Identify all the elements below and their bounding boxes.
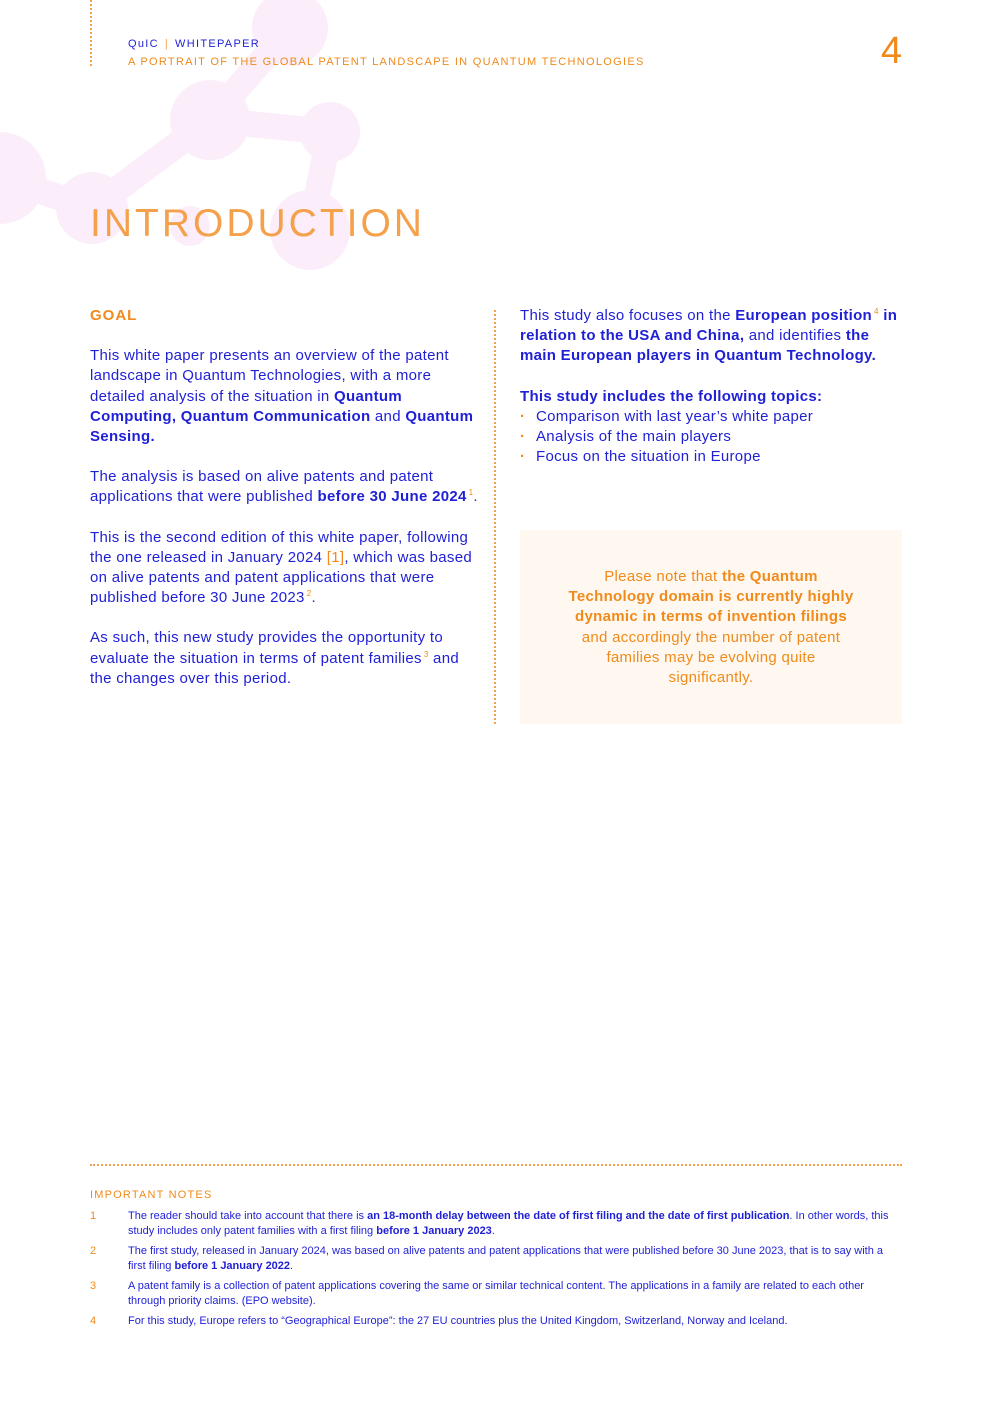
footnote-text: A patent family is a collection of patent applications covering the same or similar technical content. The applications in a family are related to each other through priority claims. (EPO website). bbox=[128, 1280, 864, 1307]
notes-divider bbox=[90, 1164, 902, 1166]
callout-text: Please note that the Quantum Technology domain is currently highly dynamic in terms of invention filings and accordingly the number of patent families may be evolving quite significantly. bbox=[568, 568, 854, 687]
footnote-ref-2[interactable]: 2 bbox=[306, 589, 312, 599]
footnote-number: 3 bbox=[90, 1280, 97, 1292]
header-separator: | bbox=[164, 38, 170, 50]
footnote-text: The first study, released in January 2024, was based on alive patents and patent applications that were published before 30 June 2023, that is to say with a first filing before 1 January 2022. bbox=[128, 1245, 883, 1272]
footnote-ref-3[interactable]: 3 bbox=[423, 649, 429, 659]
goal-paragraph-3: This is the second edition of this white paper, following the one released in January 2024 [1], which was based on alive patents and patent applications that were published before 30 June 2023 $^2$. bbox=[90, 528, 472, 607]
focus-paragraph: This study also focuses on the European position $^4$ in relation to the USA and China, and identifies the main European players in Quantum Technology. bbox=[520, 307, 898, 365]
goal-paragraph-2: The analysis is based on alive patents and patent applications that were published before 30 June 2024 $^1$. bbox=[90, 468, 478, 506]
citation-ref[interactable]: [1] bbox=[326, 548, 345, 566]
doc-type: WHITEPAPER bbox=[175, 38, 260, 50]
document-subtitle: A PORTRAIT OF THE GLOBAL PATENT LANDSCAPE IN QUANTUM TECHNOLOGIES bbox=[128, 56, 645, 68]
list-item: · Comparison with last year’s white paper bbox=[520, 407, 902, 427]
footnote-item bbox=[90, 1314, 902, 1329]
section-title: INTRODUCTION bbox=[90, 202, 425, 245]
footnote-ref-4[interactable]: 4 bbox=[874, 307, 879, 316]
footnotes-list bbox=[90, 1209, 902, 1334]
footnote-item bbox=[90, 1209, 902, 1239]
column-divider bbox=[494, 310, 496, 724]
list-item: · Focus on the situation in Europe bbox=[520, 447, 902, 467]
notes-heading: IMPORTANT NOTES bbox=[90, 1189, 213, 1201]
page-number: 4 bbox=[880, 30, 902, 72]
footnote-item bbox=[90, 1244, 902, 1274]
goal-paragraph-1: This white paper presents an overview of the patent landscape in Quantum Technologies, with a more detailed analysis of the situation in Quantum Computing, Quantum Communication and Quantum Sensing. bbox=[90, 347, 474, 446]
brand-name: QuIC bbox=[128, 38, 159, 50]
footnote-item bbox=[90, 1279, 902, 1309]
header-rule bbox=[90, 0, 92, 66]
footnote-number: 4 bbox=[90, 1315, 97, 1327]
footnote-ref-1[interactable]: 1 bbox=[468, 488, 474, 498]
footnote-number: 2 bbox=[90, 1245, 97, 1257]
footnote-text: The reader should take into account that there is an 18-month delay between the date of first filing and the date of first publication. In other words, this study includes only patent families with a first filing before 1 January 2023. bbox=[128, 1210, 889, 1237]
list-item: · Analysis of the main players bbox=[520, 427, 902, 447]
topics-list bbox=[520, 407, 902, 468]
running-header bbox=[128, 38, 645, 68]
topics-heading: This study includes the following topics: bbox=[520, 387, 823, 405]
goal-paragraph-4: As such, this new study provides the opportunity to evaluate the situation in terms of patent families $^3$ and the changes over this period. bbox=[90, 629, 459, 687]
right-column bbox=[520, 306, 902, 467]
goal-heading: GOAL bbox=[90, 307, 138, 324]
left-column bbox=[90, 306, 480, 709]
footnote-text: For this study, Europe refers to “Geographical Europe”: the 27 EU countries plus the United Kingdom, Switzerland, Norway and Iceland. bbox=[128, 1315, 788, 1327]
footnote-number: 1 bbox=[90, 1210, 97, 1222]
